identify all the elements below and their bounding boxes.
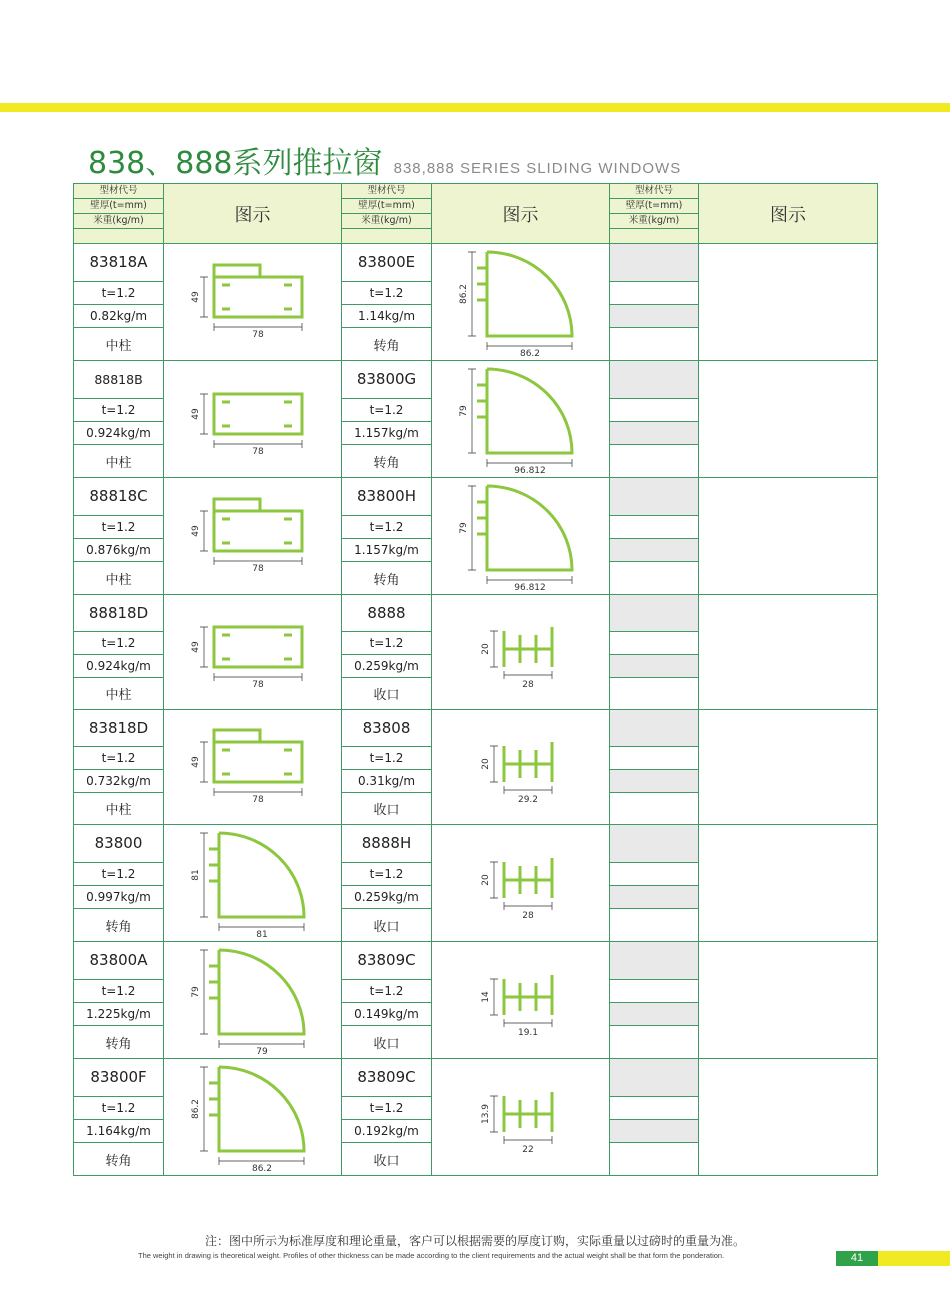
profile-figure <box>432 361 610 478</box>
profile-figure <box>164 478 342 595</box>
profile-code: 83800G <box>342 361 432 399</box>
empty-cell <box>610 281 699 304</box>
profile-thickness: t=1.2 <box>342 862 432 885</box>
dim-width: 78 <box>252 564 264 574</box>
profile-name: 中柱 <box>74 793 164 825</box>
profile-figure <box>164 361 342 478</box>
profile-thickness: t=1.2 <box>74 632 164 655</box>
profile-figure <box>164 942 342 1059</box>
empty-code-cell <box>610 361 699 399</box>
header-thickness-label: 壁厚(t=mm) <box>74 199 164 214</box>
profile-thickness: t=1.2 <box>74 281 164 304</box>
profile-weight: 0.192kg/m <box>342 1120 432 1143</box>
empty-cell <box>610 979 699 1002</box>
empty-cell <box>610 747 699 770</box>
empty-figure-cell <box>699 825 878 942</box>
profile-shape <box>504 1092 552 1132</box>
profile-weight: 0.924kg/m <box>74 422 164 445</box>
profile-thickness: t=1.2 <box>342 398 432 421</box>
profile-shape <box>214 499 302 551</box>
dim-height: 86.2 <box>459 283 469 305</box>
profile-name: 收口 <box>342 793 432 825</box>
dim-width: 86.2 <box>519 349 541 359</box>
header-thickness-label: 壁厚(t=mm) <box>610 199 699 214</box>
profile-figure <box>432 244 610 361</box>
empty-cell <box>610 445 699 478</box>
empty-code-cell <box>610 244 699 282</box>
profile-thickness: t=1.2 <box>342 281 432 304</box>
table-row <box>74 361 878 399</box>
empty-code-cell <box>610 595 699 632</box>
page-title <box>88 138 681 182</box>
profile-code: 83809C <box>342 942 432 980</box>
dim-height: 49 <box>191 291 201 303</box>
dim-width: 86.2 <box>251 1164 273 1174</box>
profile-table <box>73 183 878 1176</box>
empty-cell <box>610 1120 699 1143</box>
empty-figure-cell <box>699 244 878 361</box>
empty-cell <box>610 562 699 595</box>
profile-figure <box>432 478 610 595</box>
table-row <box>74 942 878 980</box>
profile-weight: 0.876kg/m <box>74 539 164 562</box>
empty-cell <box>610 655 699 678</box>
empty-figure-cell <box>699 1059 878 1176</box>
profile-weight: 0.924kg/m <box>74 655 164 678</box>
profile-shape <box>477 486 572 570</box>
profile-code: 88818D <box>74 595 164 632</box>
dim-width: 78 <box>252 330 264 340</box>
profile-figure <box>164 1059 342 1176</box>
dim-width: 78 <box>252 680 264 690</box>
empty-figure-cell <box>699 361 878 478</box>
empty-code-cell <box>610 1059 699 1097</box>
profile-thickness: t=1.2 <box>342 747 432 770</box>
profile-code: 8888 <box>342 595 432 632</box>
profile-figure <box>432 710 610 825</box>
top-yellow-bar <box>0 103 950 112</box>
profile-name: 中柱 <box>74 678 164 710</box>
header-code-label: 型材代号 <box>610 184 699 199</box>
profile-figure <box>164 595 342 710</box>
empty-cell <box>610 1096 699 1119</box>
dim-height: 79 <box>191 986 201 998</box>
empty-figure-cell <box>699 595 878 710</box>
profile-name: 收口 <box>342 678 432 710</box>
profile-thickness: t=1.2 <box>74 979 164 1002</box>
empty-code-cell <box>610 942 699 980</box>
profile-code: 83800F <box>74 1059 164 1097</box>
profile-shape <box>214 730 302 782</box>
dim-height: 49 <box>191 641 201 653</box>
profile-name: 中柱 <box>74 445 164 478</box>
table-row <box>74 825 878 863</box>
profile-shape <box>209 833 304 917</box>
profile-weight: 0.82kg/m <box>74 305 164 328</box>
dim-height: 13.9 <box>481 1103 491 1125</box>
profile-shape <box>504 858 552 898</box>
header-weight-label: 米重(kg/m) <box>342 214 432 229</box>
title-en: 838,888 SERIES SLIDING WINDOWS <box>393 160 682 177</box>
profile-code: 83808 <box>342 710 432 747</box>
profile-weight: 1.164kg/m <box>74 1120 164 1143</box>
header-blank <box>342 229 432 244</box>
profile-name: 中柱 <box>74 328 164 361</box>
profile-weight: 0.149kg/m <box>342 1003 432 1026</box>
empty-cell <box>610 422 699 445</box>
dim-height: 20 <box>481 874 491 886</box>
title-cn: 838、888系列推拉窗 <box>88 146 383 181</box>
profile-name: 转角 <box>74 1143 164 1176</box>
table-row <box>74 595 878 632</box>
profile-code: 8888H <box>342 825 432 863</box>
profile-weight: 1.225kg/m <box>74 1003 164 1026</box>
header-blank <box>610 229 699 244</box>
header-weight-label: 米重(kg/m) <box>610 214 699 229</box>
profile-weight: 0.732kg/m <box>74 770 164 793</box>
table-row <box>74 478 878 516</box>
dim-height: 20 <box>481 643 491 655</box>
dim-width: 81 <box>256 930 268 940</box>
profile-thickness: t=1.2 <box>74 1096 164 1119</box>
profile-name: 收口 <box>342 1026 432 1059</box>
profile-weight: 0.997kg/m <box>74 886 164 909</box>
empty-cell <box>610 770 699 793</box>
profile-figure <box>432 825 610 942</box>
empty-cell <box>610 328 699 361</box>
empty-cell <box>610 1026 699 1059</box>
dim-height: 49 <box>191 408 201 420</box>
profile-shape <box>209 950 304 1034</box>
dim-width: 78 <box>252 795 264 805</box>
dim-height: 20 <box>481 758 491 770</box>
profile-code: 83809C <box>342 1059 432 1097</box>
profile-code: 83800H <box>342 478 432 516</box>
dim-height: 79 <box>459 405 469 417</box>
footer-note-cn: 注：图中所示为标准厚度和理论重量，客户可以根据需要的厚度订购，实际重量以过磅时的重量为准。 <box>204 1234 745 1248</box>
profile-shape <box>477 369 572 453</box>
profile-thickness: t=1.2 <box>74 515 164 538</box>
dim-height: 14 <box>481 991 491 1003</box>
header-code-label: 型材代号 <box>74 184 164 199</box>
profile-thickness: t=1.2 <box>74 398 164 421</box>
empty-cell <box>610 305 699 328</box>
empty-cell <box>610 793 699 825</box>
profile-thickness: t=1.2 <box>342 515 432 538</box>
profile-weight: 0.259kg/m <box>342 655 432 678</box>
header-figure-label: 图示 <box>164 184 342 244</box>
profile-figure <box>432 1059 610 1176</box>
profile-weight: 0.31kg/m <box>342 770 432 793</box>
profile-thickness: t=1.2 <box>74 747 164 770</box>
profile-code: 83800A <box>74 942 164 980</box>
profile-shape <box>504 742 552 782</box>
empty-figure-cell <box>699 478 878 595</box>
page-yellow-bar <box>878 1251 950 1266</box>
profile-shape <box>214 627 302 667</box>
profile-shape <box>504 975 552 1015</box>
empty-code-cell <box>610 710 699 747</box>
profile-thickness: t=1.2 <box>342 979 432 1002</box>
empty-cell <box>610 1143 699 1176</box>
dim-width: 19.1 <box>517 1028 539 1038</box>
profile-name: 转角 <box>342 328 432 361</box>
profile-thickness: t=1.2 <box>342 632 432 655</box>
profile-name: 收口 <box>342 1143 432 1176</box>
profile-figure <box>432 942 610 1059</box>
profile-name: 转角 <box>342 445 432 478</box>
empty-cell <box>610 1003 699 1026</box>
empty-cell <box>610 862 699 885</box>
table-row <box>74 710 878 747</box>
empty-cell <box>610 632 699 655</box>
empty-cell <box>610 886 699 909</box>
empty-figure-cell <box>699 710 878 825</box>
dim-width: 29.2 <box>517 795 539 805</box>
profile-thickness: t=1.2 <box>74 862 164 885</box>
footer-note-en: The weight in drawing is theoretical weight. Profiles of other thickness can be made according to the client requirements and the actual weight shall be that form the ponderation. <box>138 1251 725 1260</box>
dim-height: 81 <box>191 869 201 881</box>
profile-figure <box>432 595 610 710</box>
empty-figure-cell <box>699 942 878 1059</box>
profile-code: 83800 <box>74 825 164 863</box>
dim-height: 86.2 <box>191 1098 201 1120</box>
header-weight-label: 米重(kg/m) <box>74 214 164 229</box>
profile-name: 中柱 <box>74 562 164 595</box>
profile-code: 88818B <box>74 361 164 399</box>
dim-width: 78 <box>252 447 264 457</box>
profile-weight: 1.157kg/m <box>342 422 432 445</box>
profile-weight: 1.14kg/m <box>342 305 432 328</box>
empty-cell <box>610 515 699 538</box>
profile-name: 转角 <box>74 1026 164 1059</box>
profile-name: 收口 <box>342 909 432 942</box>
table-row <box>74 244 878 282</box>
empty-cell <box>610 398 699 421</box>
header-figure-label: 图示 <box>432 184 610 244</box>
empty-cell <box>610 539 699 562</box>
profile-code: 83818D <box>74 710 164 747</box>
profile-name: 转角 <box>342 562 432 595</box>
profile-shape <box>214 265 302 317</box>
profile-figure <box>164 710 342 825</box>
profile-shape <box>214 394 302 434</box>
profile-thickness: t=1.2 <box>342 1096 432 1119</box>
dim-width: 28 <box>522 911 534 921</box>
empty-cell <box>610 909 699 942</box>
header-code-label: 型材代号 <box>342 184 432 199</box>
empty-code-cell <box>610 478 699 516</box>
empty-code-cell <box>610 825 699 863</box>
empty-cell <box>610 678 699 710</box>
profile-code: 88818C <box>74 478 164 516</box>
profile-name: 转角 <box>74 909 164 942</box>
dim-width: 79 <box>256 1047 268 1057</box>
profile-figure <box>164 244 342 361</box>
dim-height: 49 <box>191 525 201 537</box>
dim-height: 49 <box>191 756 201 768</box>
profile-weight: 1.157kg/m <box>342 539 432 562</box>
profile-shape <box>209 1067 304 1151</box>
dim-width: 96.812 <box>514 466 546 476</box>
header-blank <box>74 229 164 244</box>
profile-code: 83800E <box>342 244 432 282</box>
header-thickness-label: 壁厚(t=mm) <box>342 199 432 214</box>
profile-figure <box>164 825 342 942</box>
profile-shape <box>477 252 572 336</box>
dim-height: 79 <box>459 522 469 534</box>
header-figure-label: 图示 <box>699 184 878 244</box>
page-number: 41 <box>836 1251 878 1266</box>
profile-code: 83818A <box>74 244 164 282</box>
table-row <box>74 1059 878 1097</box>
dim-width: 22 <box>522 1145 534 1155</box>
profile-shape <box>504 627 552 667</box>
profile-weight: 0.259kg/m <box>342 886 432 909</box>
dim-width: 96.812 <box>514 583 546 593</box>
dim-width: 28 <box>522 680 534 690</box>
